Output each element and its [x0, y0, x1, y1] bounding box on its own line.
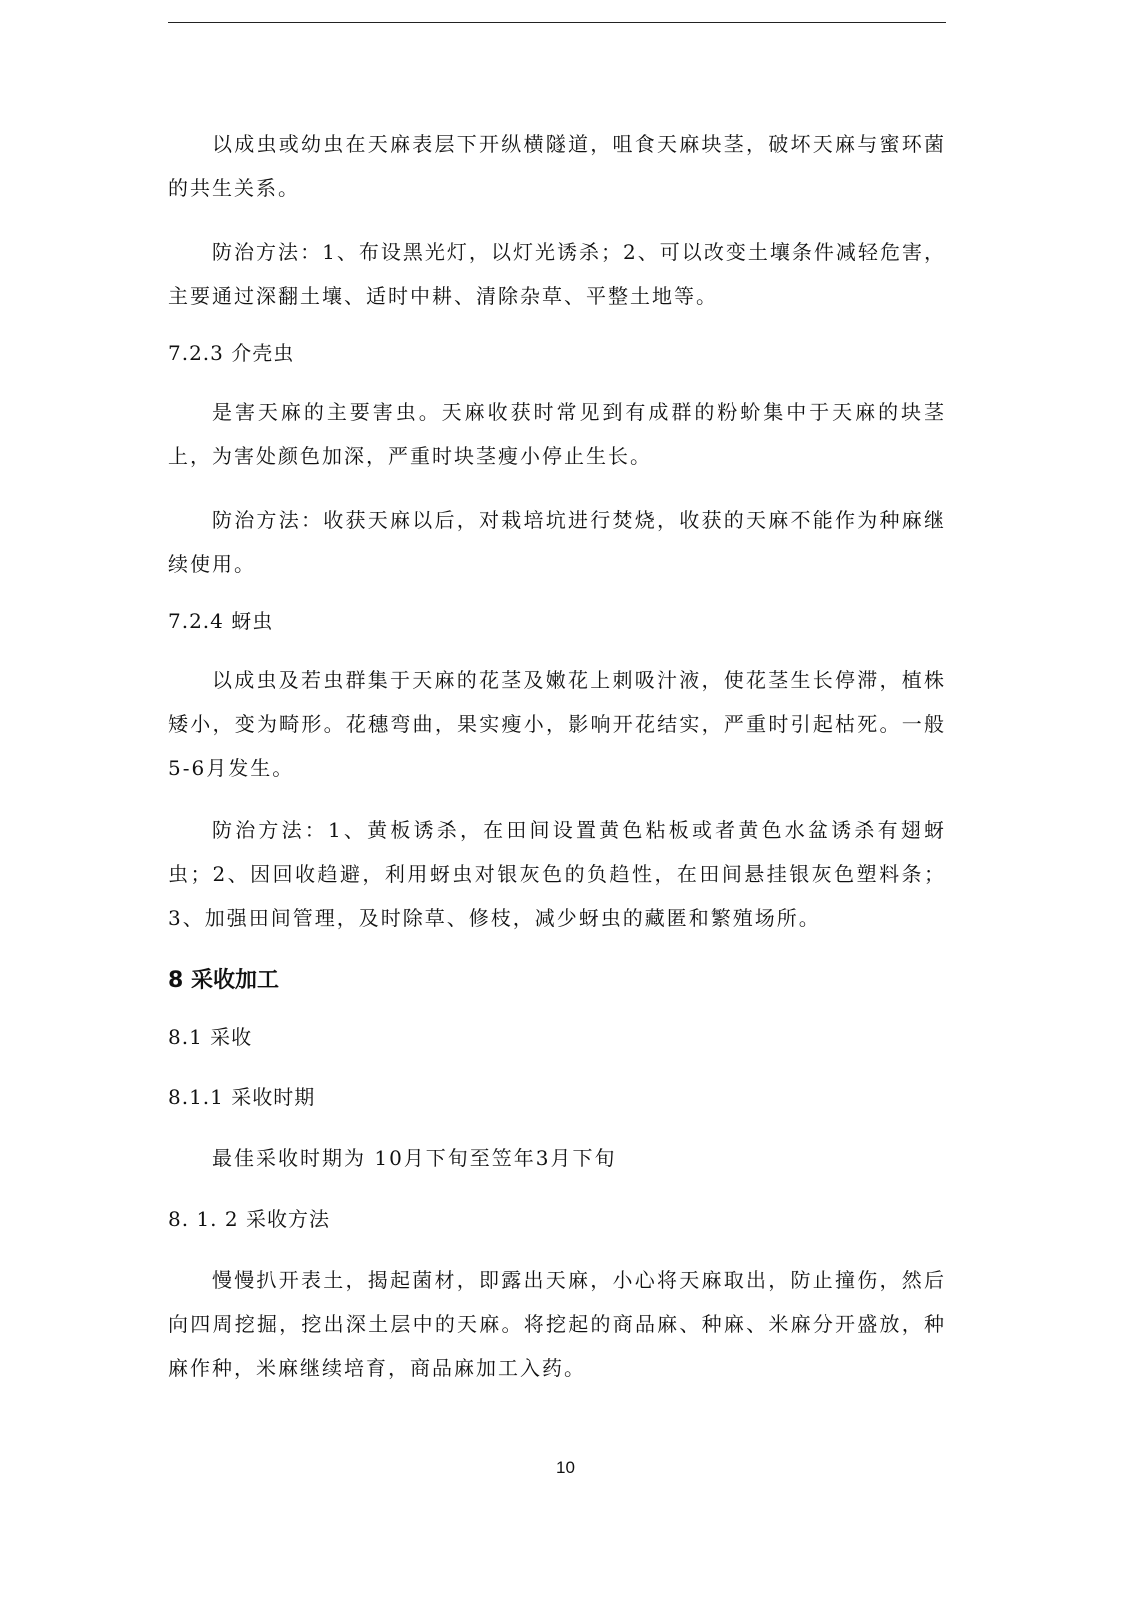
heading-8-1: 8.1 采收 [168, 1025, 253, 1049]
heading-7-2-4: 7.2.4 蚜虫 [168, 609, 274, 633]
heading-7-2-3: 7.2.3 介壳虫 [168, 341, 295, 365]
paragraph-pest-damage: 以成虫或幼虫在天麻表层下开纵横隧道，咀食天麻块茎，破坏天麻与蜜环菌的共生关系。 [168, 132, 946, 200]
paragraph-control-method-2: 防治方法：收获天麻以后，对栽培坑进行焚烧，收获的天麻不能作为种麻继续使用。 [168, 508, 946, 576]
paragraph-control-method-1: 防治方法：1、布设黑光灯，以灯光诱杀；2、可以改变土壤条件减轻危害，主要通过深翻土壤、适时中耕、清除杂草、平整土地等。 [168, 240, 946, 308]
paragraph-control-method-3: 防治方法：1、黄板诱杀，在田间设置黄色粘板或者黄色水盆诱杀有翅蚜虫；2、因回收趋避，利用蚜虫对银灰色的负趋性，在田间悬挂银灰色塑料条；3、加强田间管理，及时除草、修枝，减少蚜虫的藏匿和繁殖场所。 [168, 818, 946, 930]
paragraph-harvest-time: 最佳采收时期为 10月下旬至笠年3月下旬 [212, 1146, 617, 1170]
header-rule [168, 22, 946, 23]
heading-8-1-1: 8.1.1 采收时期 [168, 1085, 316, 1109]
paragraph-scale-insect: 是害天麻的主要害虫。天麻收获时常见到有成群的粉蚧集中于天麻的块茎上，为害处颜色加深，严重时块茎瘦小停止生长。 [168, 400, 946, 468]
heading-8-1-2: 8. 1. 2 采收方法 [168, 1207, 330, 1231]
paragraph-aphid: 以成虫及若虫群集于天麻的花茎及嫩花上刺吸汁液，使花茎生长停滞，植株矮小，变为畸形。花穗弯曲，果实瘦小，影响开花结实，严重时引起枯死。一般5-6月发生。 [168, 668, 946, 780]
heading-8: 8 采收加工 [168, 968, 279, 993]
paragraph-harvest-method: 慢慢扒开表土，揭起菌材，即露出天麻，小心将天麻取出，防止撞伤，然后向四周挖掘，挖出深土层中的天麻。将挖起的商品麻、种麻、米麻分开盛放，种麻作种，米麻继续培育，商品麻加工入药。 [168, 1268, 946, 1380]
page-number: 10 [556, 1458, 575, 1477]
